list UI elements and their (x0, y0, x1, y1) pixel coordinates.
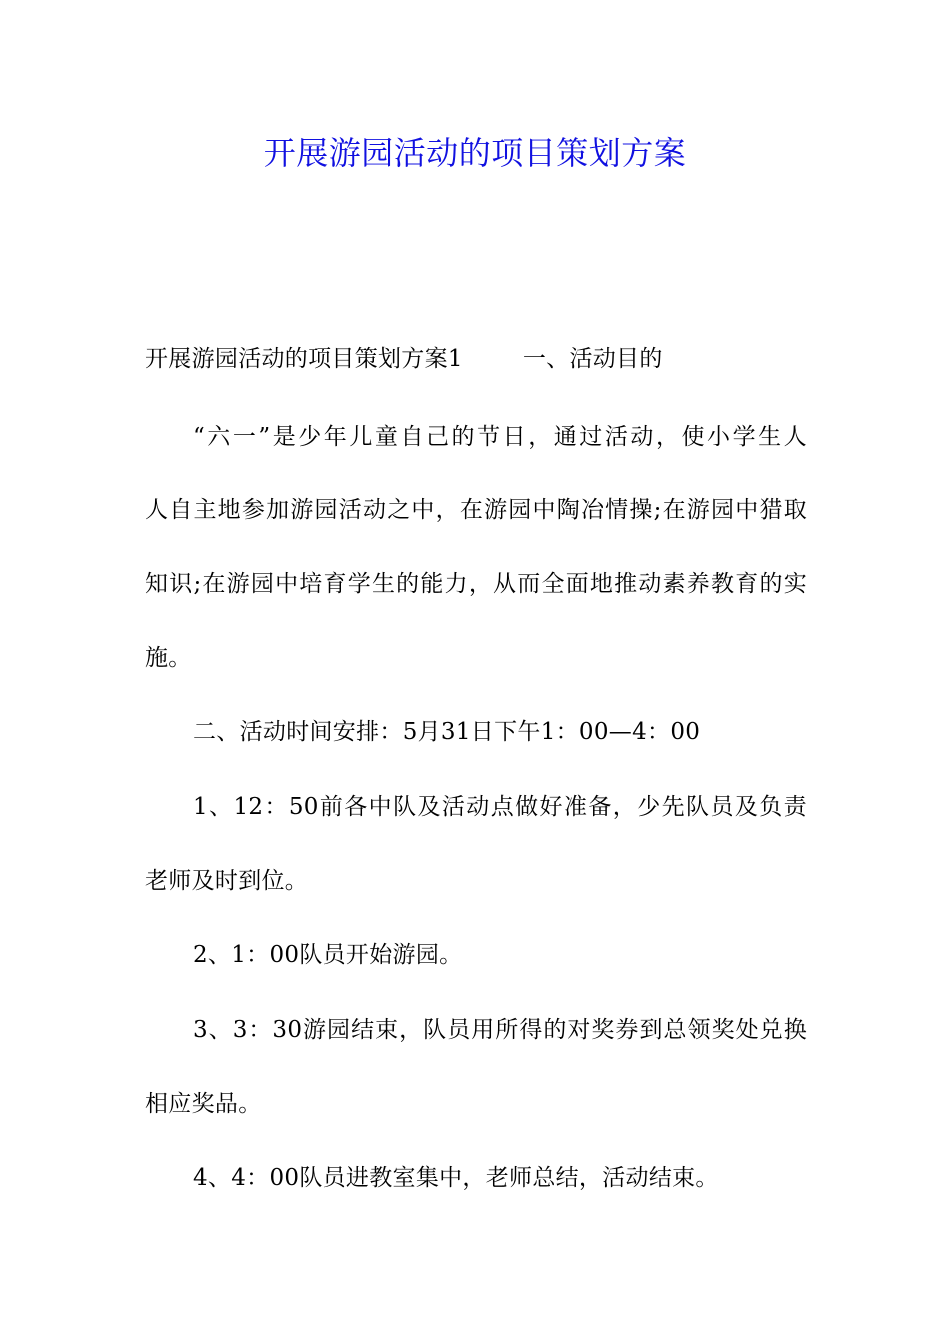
purpose-line-4: 施。 (145, 645, 192, 671)
purpose-line-1: “六一”是少年儿童自己的节日，通过活动，使小学生人 (193, 424, 807, 450)
plan-heading: 开展游园活动的项目策划方案1 (145, 346, 463, 372)
section-heading-purpose: 一、活动目的 (522, 346, 663, 372)
document-title: 开展游园活动的项目策划方案 (263, 134, 687, 172)
schedule-item-4: 4、4：00队员进教室集中，老师总结，活动结束。 (193, 1165, 719, 1191)
purpose-line-3: 知识;在游园中培育学生的能力，从而全面地推动素养教育的实 (145, 571, 807, 597)
heading-line (145, 339, 663, 379)
schedule-item-3-line-2: 相应奖品。 (145, 1091, 262, 1117)
purpose-line-2: 人自主地参加游园活动之中，在游园中陶冶情操;在游园中猎取 (145, 497, 807, 523)
schedule-item-2: 2、1：00队员开始游园。 (193, 942, 463, 968)
schedule-item-3-line-1: 3、3：30游园结束，队员用所得的对奖券到总领奖处兑换 (193, 1017, 807, 1043)
schedule-item-1-line-1: 1、12：50前各中队及活动点做好准备，少先队员及负责 (193, 794, 807, 820)
schedule-item-1-line-2: 老师及时到位。 (145, 868, 309, 894)
schedule-heading: 二、活动时间安排：5月31日下午1：00—4：00 (193, 719, 701, 745)
